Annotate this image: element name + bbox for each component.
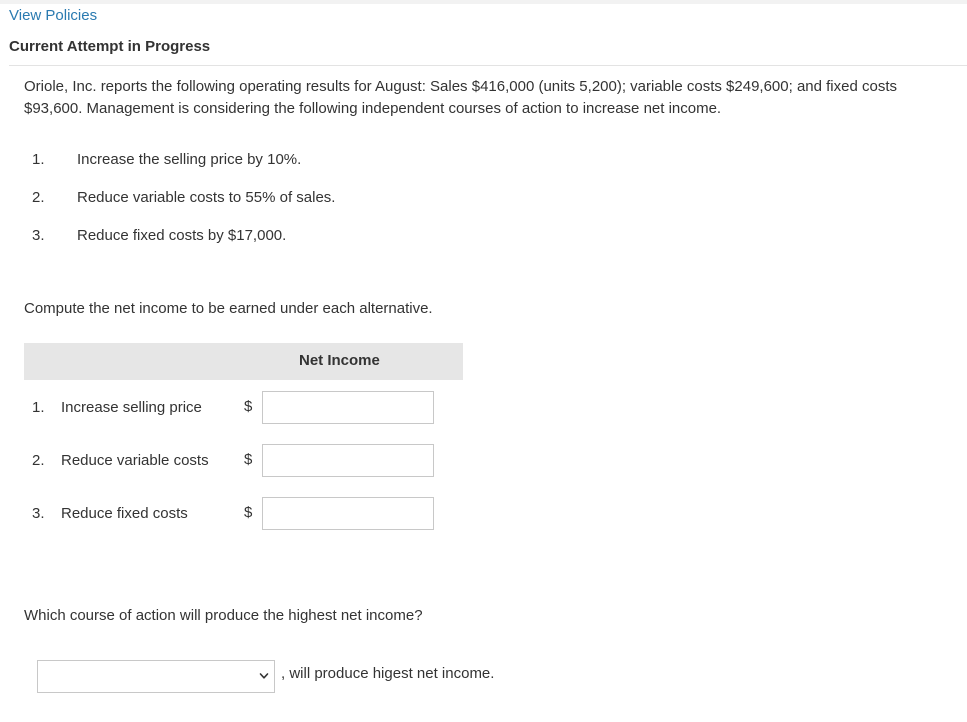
instruction-text: Compute the net income to be earned under each alternative. [24, 300, 433, 317]
chevron-down-icon [259, 671, 269, 681]
net-income-header: Net Income [299, 352, 380, 369]
question-text: Which course of action will produce the highest net income? [24, 607, 423, 624]
row-text: Increase selling price [61, 399, 202, 416]
row-text: Reduce fixed costs [61, 505, 188, 522]
option-item-2 [32, 189, 335, 206]
row-number: 3. [32, 505, 45, 522]
currency-symbol: $ [244, 398, 253, 415]
option-text: Increase the selling price by 10%. [77, 151, 302, 168]
currency-symbol: $ [244, 451, 253, 468]
highest-income-select[interactable] [37, 660, 275, 693]
option-item-1 [32, 151, 301, 168]
option-number: 2. [32, 189, 45, 206]
option-text: Reduce variable costs to 55% of sales. [77, 189, 336, 206]
problem-statement: Oriole, Inc. reports the following operating results for August: Sales $416,000 (units 5,200); variable costs $249,600; and fixed costs $93,600. Management is considering the following independent courses of action to increase net income. [24, 78, 898, 117]
select-suffix-text: , will produce higest net income. [281, 665, 495, 682]
view-policies-link[interactable]: View Policies [9, 7, 98, 24]
option-item-3 [32, 227, 286, 244]
top-strip [0, 0, 967, 4]
row-label-increase-selling-price [32, 399, 202, 416]
net-income-input-2[interactable] [262, 444, 434, 477]
divider [9, 65, 967, 66]
row-number: 2. [32, 452, 45, 469]
option-text: Reduce fixed costs by $17,000. [77, 227, 287, 244]
table-header-bar [24, 343, 463, 380]
net-income-input-3[interactable] [262, 497, 434, 530]
row-label-reduce-variable-costs [32, 452, 209, 469]
currency-symbol: $ [244, 504, 253, 521]
row-label-reduce-fixed-costs [32, 505, 188, 522]
option-number: 1. [32, 151, 45, 168]
attempt-status: Current Attempt in Progress [9, 38, 211, 55]
row-text: Reduce variable costs [61, 452, 209, 469]
option-number: 3. [32, 227, 45, 244]
net-income-input-1[interactable] [262, 391, 434, 424]
row-number: 1. [32, 399, 45, 416]
